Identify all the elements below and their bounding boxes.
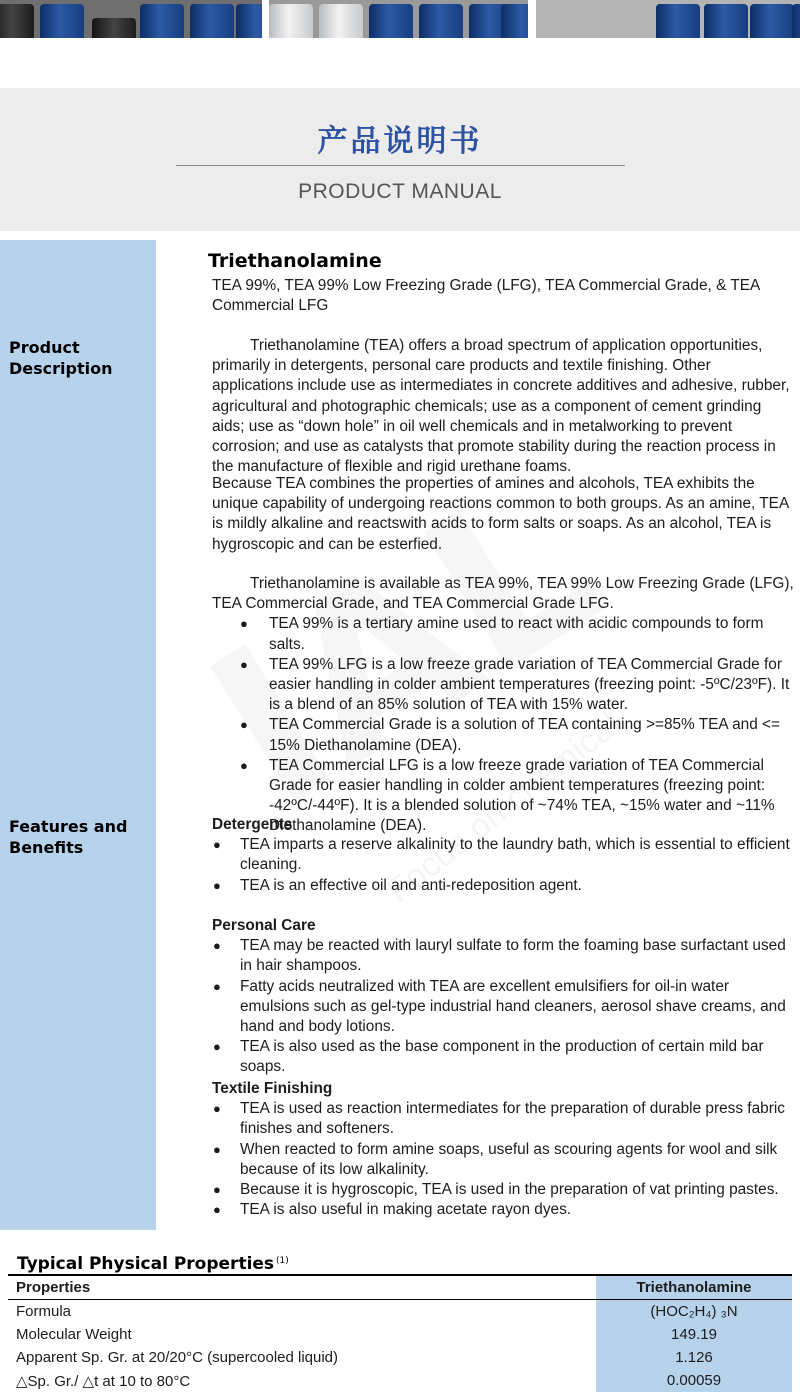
bullet-icon: ● <box>213 1141 221 1157</box>
list-item: ● Fatty acids neutralized with TEA are excellent emulsifiers for oil-in water emulsions such as gel-type industrial hand cleaners, aerosol shave creams, and hand and body lotions. <box>213 977 786 1036</box>
properties-title-note: (1) <box>276 1256 289 1266</box>
description-paragraph-2: Because TEA combines the properties of amines and alcohols, TEA exhibits the unique capability of undergoing reactions common to both groups. As an amine, TEA is mildly alkaline and reactswith acids to form salts or soaps. As an alcohol, TEA is hygroscopic and can be esterfied. <box>212 475 789 553</box>
properties-title <box>17 1254 289 1274</box>
list-item: ● TEA Commercial Grade is a solution of TEA containing >=85% TEA and <= 15% Diethanolamine (DEA). <box>240 716 781 754</box>
product-title: Triethanolamine <box>208 250 382 272</box>
warehouse-photo-middle <box>269 0 528 38</box>
features-personal-care <box>212 916 794 1078</box>
personal-care-heading: Personal Care <box>212 917 316 934</box>
property-name: Molecular Weight <box>16 1326 132 1343</box>
bullet-icon: ● <box>240 616 248 632</box>
bullet-icon: ● <box>213 837 221 853</box>
features-textile <box>212 1079 794 1220</box>
manual-header <box>0 88 800 231</box>
list-item: ● TEA is an effective oil and anti-redeposition agent. <box>212 876 794 896</box>
property-value: (HOC₂H₄) ₃N <box>596 1300 792 1324</box>
list-item: ● TEA is also useful in making acetate rayon dyes. <box>212 1200 794 1220</box>
column-header-triethanolamine: Triethanolamine <box>596 1275 792 1300</box>
bullet-icon: ● <box>213 978 221 994</box>
column-header-properties: Properties <box>8 1275 596 1300</box>
header-divider <box>176 165 625 166</box>
personal-care-list <box>212 936 794 1077</box>
table-header-row <box>8 1275 792 1300</box>
property-name: Formula <box>16 1303 72 1320</box>
availability-text: Triethanolamine is available as TEA 99%, TEA 99% Low Freezing Grade (LFG), TEA Commercial Grade, and TEA Commercial Grade LFG. <box>212 575 794 613</box>
grade-list <box>212 614 794 836</box>
label-features-benefits: Features and Benefits <box>9 817 128 857</box>
product-grades: TEA 99%, TEA 99% Low Freezing Grade (LFG), TEA Commercial Grade, & TEA Commercial LFG <box>212 277 760 315</box>
table-row <box>8 1346 792 1369</box>
bullet-icon: ● <box>213 1182 221 1198</box>
properties-table <box>8 1274 792 1392</box>
bullet-icon: ● <box>240 717 248 733</box>
detergents-heading: Detergents <box>212 816 293 833</box>
textile-heading: Textile Finishing <box>212 1080 333 1097</box>
properties-title-text: Typical Physical Properties <box>17 1254 275 1274</box>
bullet-icon: ● <box>213 938 221 954</box>
list-item: ● TEA imparts a reserve alkalinity to the laundry bath, which is essential to efficient cleaning. <box>213 836 790 874</box>
bullet-icon: ● <box>213 1101 221 1117</box>
list-item: ● Because it is hygroscopic, TEA is used in the preparation of vat printing pastes. <box>212 1180 794 1200</box>
description-paragraph-3 <box>212 574 794 837</box>
bullet-icon: ● <box>213 1039 221 1055</box>
description-paragraph-1: Triethanolamine (TEA) offers a broad spectrum of application opportunities, primarily in detergents, personal care products and textile finishing. Other applications include use as intermediates in concrete additives and adhesive, rubber, agricultural and photographic chemicals; use as a component of cement grinding aids; use as “down hole” in oil well chemicals and in metalworking to prevent corrosion; and use as catalysts that promote stability during the reaction process in the manufacture of flexible and rigid urethane foams. <box>212 337 790 476</box>
warehouse-photo-right <box>536 0 800 38</box>
property-name: △Sp. Gr./ △t at 10 to 80°C <box>16 1372 191 1390</box>
page-title-english: PRODUCT MANUAL <box>298 180 502 203</box>
property-name: Apparent Sp. Gr. at 20/20°C (supercooled liquid) <box>16 1349 339 1366</box>
warehouse-photo-left <box>0 0 262 38</box>
page-title-chinese: 产品说明书 <box>317 124 483 159</box>
bullet-icon: ● <box>213 877 221 893</box>
detergents-list <box>212 835 794 896</box>
section-sidebar <box>0 240 156 1230</box>
label-product-description: Product Description <box>9 338 113 378</box>
list-item: ● TEA is also used as the base component in the production of certain mild bar soaps. <box>213 1038 764 1076</box>
list-item: ● TEA 99% LFG is a low freeze grade variation of TEA Commercial Grade for easier handling in colder ambient temperatures (freezing point: -5ºC/23ºF). It is a blend of an 85% solution of TEA with 15% water. <box>240 655 790 714</box>
list-item: ● When reacted to form amine soaps, useful as scouring agents for wool and silk because of its low alkalinity. <box>213 1140 778 1178</box>
textile-list <box>212 1099 794 1220</box>
list-item: ● TEA 99% is a tertiary amine used to react with acidic compounds to form salts. <box>240 615 764 653</box>
table-row <box>8 1323 792 1346</box>
header-photo-strip <box>0 0 800 38</box>
property-value: 149.19 <box>596 1323 792 1346</box>
features-detergents <box>212 815 794 896</box>
list-item: ● TEA Commercial LFG is a low freeze grade variation of TEA Commercial Grade for easier handling in colder ambient temperatures (freezing point: -42ºC/-44ºF). It is a blended solution of ~74% TEA, ~15% water and ~11% Diethanolamine (DEA). <box>240 756 775 835</box>
list-item: ● TEA may be reacted with lauryl sulfate to form the foaming base surfactant used in hair shampoos. <box>213 937 786 975</box>
property-value: 0.00059 <box>596 1369 792 1392</box>
bullet-icon: ● <box>240 757 248 773</box>
bullet-icon: ● <box>213 1202 221 1218</box>
property-value: 1.126 <box>596 1346 792 1369</box>
list-item: ● TEA is used as reaction intermediates for the preparation of durable press fabric finishes and softeners. <box>213 1100 785 1138</box>
table-row <box>8 1300 792 1324</box>
bullet-icon: ● <box>240 656 248 672</box>
